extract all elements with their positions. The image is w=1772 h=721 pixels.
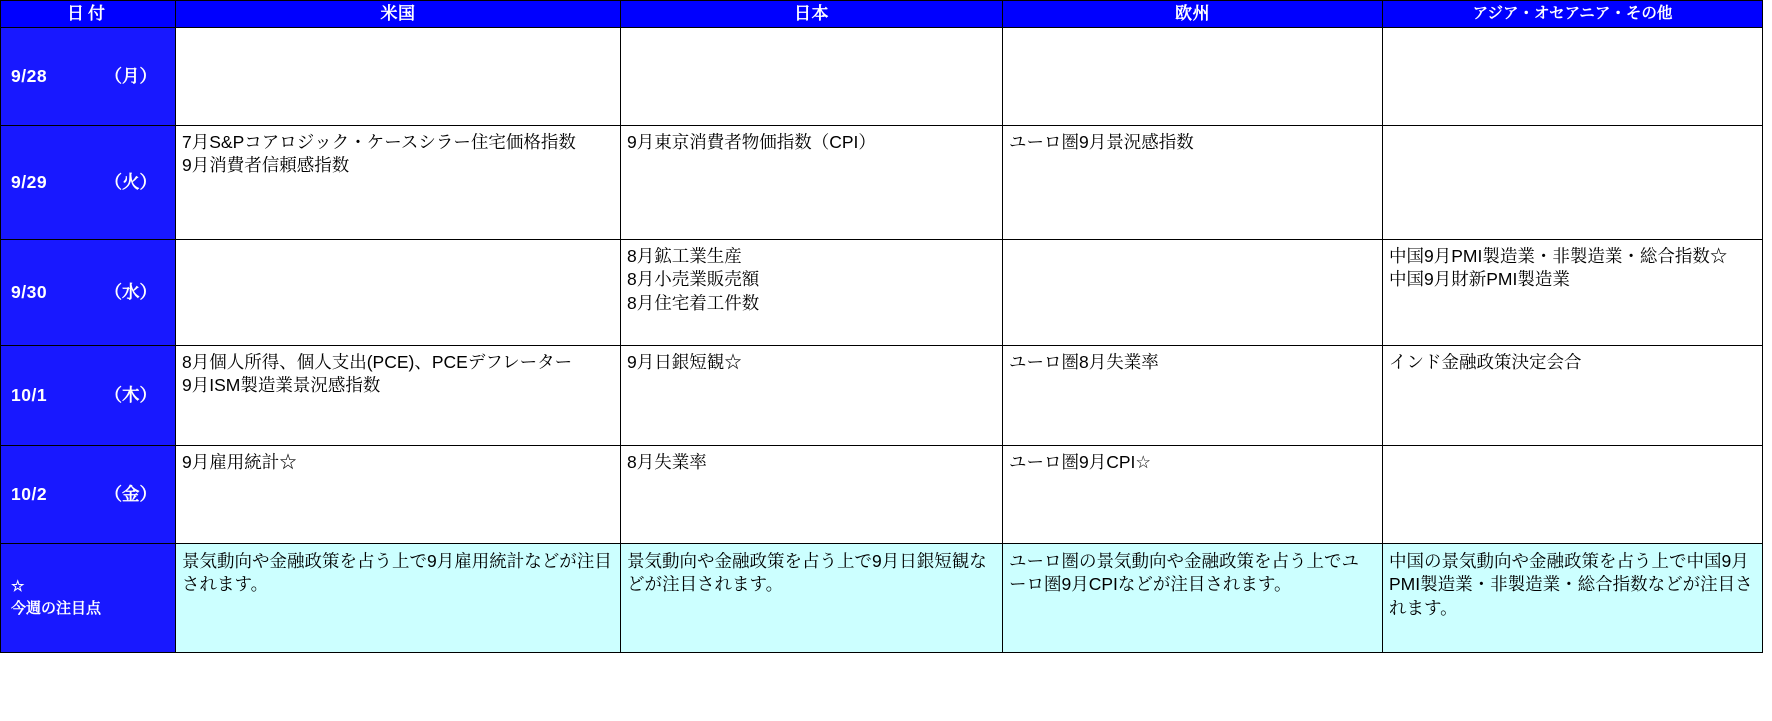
column-header-us: 米国	[176, 1, 621, 28]
table-row	[1, 446, 1763, 544]
column-header-date: 日付	[1, 1, 176, 28]
event-item: 8月鉱工業生産	[627, 246, 742, 266]
cell-japan	[621, 28, 1003, 126]
weekly-focus-us: 景気動向や金融政策を占う上で9月雇用統計などが注目されます。	[176, 544, 621, 653]
table-body	[1, 28, 1763, 653]
event-item: 8月小売業販売額	[627, 269, 760, 290]
column-header-asia-oceania-other: アジア・オセアニア・その他	[1383, 1, 1763, 28]
date-weekday: （月）	[104, 65, 157, 86]
cell-japan	[621, 240, 1003, 346]
table-row	[1, 28, 1763, 126]
weekly-focus-label-cell	[1, 544, 176, 653]
date-number: 10/2	[11, 483, 48, 504]
weekly-focus-asia: 中国の景気動向や金融政策を占う上で中国9月PMI製造業・非製造業・総合指数などが注目されます。	[1383, 544, 1763, 653]
date-cell	[1, 126, 176, 240]
cell-us	[176, 126, 621, 240]
event-item: 中国9月財新PMI製造業	[1389, 269, 1570, 290]
cell-us	[176, 28, 621, 126]
date-number: 9/28	[11, 65, 48, 86]
cell-asia	[1383, 346, 1763, 446]
event-item: 9月ISM製造業景況感指数	[182, 375, 381, 396]
table-row	[1, 126, 1763, 240]
table-row	[1, 346, 1763, 446]
table-header	[1, 1, 1763, 28]
cell-us	[176, 240, 621, 346]
cell-asia	[1383, 28, 1763, 126]
event-item: インド金融政策決定会合	[1389, 352, 1582, 372]
star-icon: ☆	[11, 577, 25, 595]
event-item: 9月日銀短観☆	[627, 352, 742, 372]
weekly-focus-japan: 景気動向や金融政策を占う上で9月日銀短観などが注目されます。	[621, 544, 1003, 653]
event-item: ユーロ圏9月景況感指数	[1009, 132, 1194, 152]
cell-europe	[1003, 446, 1383, 544]
date-weekday: （水）	[104, 281, 157, 302]
cell-asia	[1383, 446, 1763, 544]
cell-asia	[1383, 126, 1763, 240]
event-item: 8月失業率	[627, 452, 707, 472]
cell-japan	[621, 346, 1003, 446]
date-weekday: （木）	[104, 384, 157, 405]
cell-us	[176, 346, 621, 446]
event-item: ユーロ圏8月失業率	[1009, 352, 1159, 372]
date-cell	[1, 346, 176, 446]
date-cell	[1, 446, 176, 544]
cell-asia	[1383, 240, 1763, 346]
date-number: 10/1	[11, 384, 48, 405]
event-item: 9月東京消費者物価指数（CPI）	[627, 132, 876, 152]
cell-europe	[1003, 346, 1383, 446]
cell-us	[176, 446, 621, 544]
event-item: 中国9月PMI製造業・非製造業・総合指数☆	[1389, 246, 1728, 266]
weekly-focus-row	[1, 544, 1763, 653]
event-item: 7月S&Pコアロジック・ケースシラー住宅価格指数	[182, 132, 576, 152]
column-header-japan: 日本	[621, 1, 1003, 28]
cell-europe	[1003, 126, 1383, 240]
event-item: 9月消費者信頼感指数	[182, 155, 350, 176]
event-item: ユーロ圏9月CPI☆	[1009, 452, 1152, 472]
date-number: 9/29	[11, 171, 48, 192]
cell-europe	[1003, 28, 1383, 126]
date-cell	[1, 28, 176, 126]
column-header-europe: 欧州	[1003, 1, 1383, 28]
date-weekday: （火）	[104, 171, 157, 192]
date-number: 9/30	[11, 281, 48, 302]
header-row	[1, 1, 1763, 28]
weekly-focus-label: 今週の注目点	[11, 600, 102, 617]
event-item: 9月雇用統計☆	[182, 452, 297, 472]
cell-japan	[621, 126, 1003, 240]
weekly-focus-europe: ユーロ圏の景気動向や金融政策を占う上でユーロ圏9月CPIなどが注目されます。	[1003, 544, 1383, 653]
event-item: 8月住宅着工件数	[627, 292, 760, 313]
date-cell	[1, 240, 176, 346]
table-row	[1, 240, 1763, 346]
cell-europe	[1003, 240, 1383, 346]
event-item: 8月個人所得、個人支出(PCE)、PCEデフレーター	[182, 352, 573, 372]
cell-japan	[621, 446, 1003, 544]
date-weekday: （金）	[104, 483, 157, 504]
